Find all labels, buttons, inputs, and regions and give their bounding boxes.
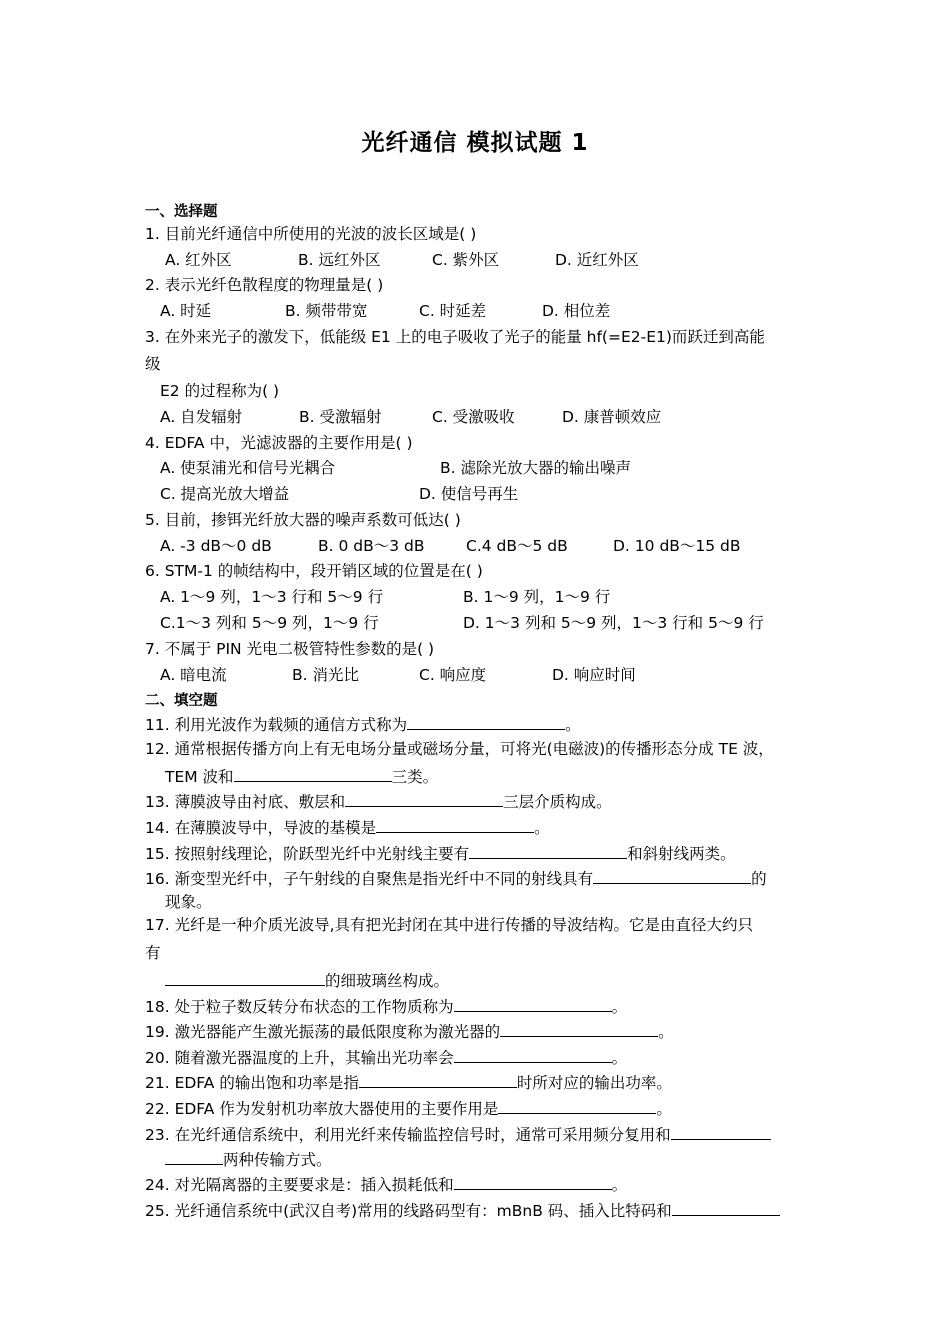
section-heading-fill: 二、填空题 (145, 693, 218, 709)
q6-option-d: D. 1～3 列和 5～9 列，1～3 行和 5～9 行 (463, 614, 764, 632)
answer-blank (469, 839, 627, 859)
q2-option-a: A. 时延 (160, 302, 212, 320)
question-7: 7. 不属于 PIN 光电二极管特性参数的是( ) (145, 640, 435, 658)
page-title: 光纤通信 模拟试题 1 (361, 130, 589, 156)
question-3-line-2: 级 (145, 355, 161, 373)
answer-blank (359, 1068, 517, 1088)
fill-question-20: 20. 随着激光器温度的上升，其输出光功率会 。 (145, 1043, 627, 1069)
q7-option-d: D. 响应时间 (552, 666, 636, 684)
fill-question-13: 13. 薄膜波导由衬底、敷层和 三层介质构成。 (145, 787, 612, 813)
fill-question-17-line-3: 的细玻璃丝构成。 (165, 966, 449, 992)
answer-blank (671, 1120, 771, 1140)
q1-option-b: B. 远红外区 (298, 251, 381, 269)
question-3-line-1: 3. 在外来光子的激发下，低能级 E1 上的电子吸收了光子的能量 hf(=E2-E1)而跃迁到高能 (145, 328, 765, 346)
fill-question-17-line-1: 17. 光纤是一种介质光波导,具有把光封闭在其中进行传播的导波结构。它是由直径大约只 (145, 916, 754, 934)
answer-blank (454, 1043, 612, 1063)
answer-blank (376, 813, 534, 833)
fill-question-15: 15. 按照射线理论，阶跃型光纤中光射线主要有 和斜射线两类。 (145, 839, 736, 865)
fill-question-25: 25. 光纤通信系统中(武汉自考)常用的线路码型有：mBnB 码、插入比特码和 (145, 1196, 780, 1222)
fill-question-21: 21. EDFA 的输出饱和功率是指 时所对应的输出功率。 (145, 1068, 672, 1094)
fill-question-17-line-2: 有 (145, 944, 161, 962)
answer-blank (345, 787, 503, 807)
question-3-line-3: E2 的过程称为( ) (160, 382, 280, 400)
q4-option-a: A. 使泵浦光和信号光耦合 (160, 459, 336, 477)
answer-blank (454, 1170, 612, 1190)
q3-option-a: A. 自发辐射 (160, 408, 243, 426)
answer-blank (165, 966, 325, 986)
question-2: 2. 表示光纤色散程度的物理量是( ) (145, 276, 384, 294)
q1-option-d: D. 近红外区 (555, 251, 639, 269)
question-5: 5. 目前，掺铒光纤放大器的噪声系数可低达( ) (145, 511, 461, 529)
q6-option-c: C.1～3 列和 5～9 列，1～9 行 (160, 614, 379, 632)
section-heading-choice: 一、选择题 (145, 204, 218, 220)
answer-blank (234, 762, 392, 782)
answer-blank (593, 864, 751, 884)
q7-option-c: C. 响应度 (419, 666, 487, 684)
q1-option-a: A. 红外区 (165, 251, 232, 269)
fill-question-12-line-1: 12. 通常根据传播方向上有无电场分量或磁场分量，可将光(电磁波)的传播形态分成 TE 波， (145, 740, 774, 758)
fill-question-24: 24. 对光隔离器的主要要求是：插入损耗低和 。 (145, 1170, 627, 1196)
fill-question-12-line-2: TEM 波和 三类。 (165, 762, 438, 788)
q3-option-b: B. 受激辐射 (299, 408, 382, 426)
fill-question-11: 11. 利用光波作为载频的通信方式称为 。 (145, 710, 581, 736)
q5-option-b: B. 0 dB～3 dB (318, 537, 425, 555)
q5-option-d: D. 10 dB～15 dB (613, 537, 741, 555)
fill-question-23-line-1: 23. 在光纤通信系统中，利用光纤来传输监控信号时，通常可采用频分复用和 (145, 1120, 771, 1146)
q4-option-b: B. 滤除光放大器的输出噪声 (440, 459, 631, 477)
q5-option-a: A. -3 dB～0 dB (160, 537, 272, 555)
fill-question-23-line-2: 两种传输方式。 (165, 1145, 332, 1171)
fill-question-18: 18. 处于粒子数反转分布状态的工作物质称为 。 (145, 992, 627, 1018)
fill-question-22: 22. EDFA 作为发射机功率放大器使用的主要作用是 。 (145, 1094, 672, 1120)
q4-option-c: C. 提高光放大增益 (160, 485, 290, 503)
q2-option-d: D. 相位差 (542, 302, 611, 320)
answer-blank (498, 1094, 656, 1114)
question-4: 4. EDFA 中，光滤波器的主要作用是( ) (145, 434, 413, 452)
q6-option-b: B. 1～9 列，1～9 行 (463, 588, 611, 606)
q3-option-d: D. 康普顿效应 (562, 408, 662, 426)
answer-blank (454, 992, 612, 1012)
fill-question-19: 19. 激光器能产生激光振荡的最低限度称为激光器的 。 (145, 1017, 674, 1043)
fill-question-14: 14. 在薄膜波导中，导波的基模是 。 (145, 813, 550, 839)
q6-option-a: A. 1～9 列，1～3 行和 5～9 行 (160, 588, 384, 606)
answer-blank-continued (165, 1145, 223, 1165)
q2-option-b: B. 频带带宽 (285, 302, 368, 320)
question-6: 6. STM-1 的帧结构中，段开销区域的位置是在( ) (145, 562, 483, 580)
q7-option-a: A. 暗电流 (160, 666, 227, 684)
answer-blank (672, 1196, 780, 1216)
fill-question-16-line-2: 现象。 (165, 893, 212, 911)
question-1: 1. 目前光纤通信中所使用的光波的波长区域是( ) (145, 225, 477, 243)
q7-option-b: B. 消光比 (292, 666, 359, 684)
fill-question-16-line-1: 16. 渐变型光纤中，子午射线的自聚焦是指光纤中不同的射线具有 的 (145, 864, 767, 890)
q3-option-c: C. 受激吸收 (432, 408, 515, 426)
answer-blank (407, 710, 565, 730)
q4-option-d: D. 使信号再生 (419, 485, 519, 503)
answer-blank (500, 1017, 658, 1037)
q2-option-c: C. 时延差 (419, 302, 487, 320)
q5-option-c: C.4 dB～5 dB (466, 537, 568, 555)
q1-option-c: C. 紫外区 (432, 251, 500, 269)
